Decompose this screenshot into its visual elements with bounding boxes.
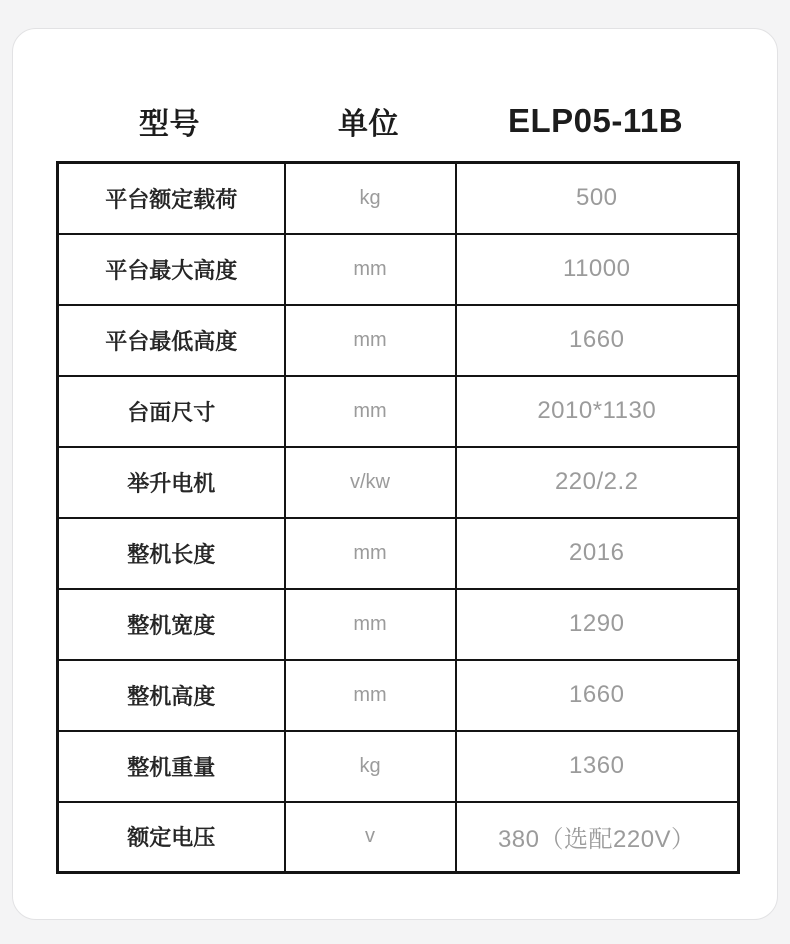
header-unit-label: 单位 <box>338 108 399 141</box>
spec-name-cell: 举升电机 <box>58 447 285 518</box>
spec-name-cell: 平台最低高度 <box>58 305 285 376</box>
spec-unit-cell: mm <box>285 376 456 447</box>
spec-name-cell: 整机长度 <box>58 518 285 589</box>
table-row <box>58 163 739 234</box>
table-row <box>58 376 739 447</box>
spec-name-cell: 额定电压 <box>58 802 285 873</box>
spec-table <box>56 161 740 874</box>
spec-name-cell: 平台最大高度 <box>58 234 285 305</box>
table-row <box>58 731 739 802</box>
table-row <box>58 589 739 660</box>
spec-unit-cell: kg <box>285 731 456 802</box>
spec-value-cell: 1660 <box>456 660 739 731</box>
spec-value-cell: 11000 <box>456 234 739 305</box>
spec-value-cell: 220/2.2 <box>456 447 739 518</box>
spec-unit-cell: v/kw <box>285 447 456 518</box>
spec-unit-cell: mm <box>285 589 456 660</box>
spec-name-cell: 台面尺寸 <box>58 376 285 447</box>
spec-unit-cell: mm <box>285 234 456 305</box>
spec-unit-cell: mm <box>285 305 456 376</box>
spec-value-cell: 2010*1130 <box>456 376 739 447</box>
spec-name-cell: 整机高度 <box>58 660 285 731</box>
spec-value-cell: 1290 <box>456 589 739 660</box>
table-row <box>58 518 739 589</box>
spec-table-body <box>58 163 739 873</box>
table-row <box>58 234 739 305</box>
spec-name-cell: 整机重量 <box>58 731 285 802</box>
spec-unit-cell: mm <box>285 660 456 731</box>
spec-value-cell: 2016 <box>456 518 739 589</box>
spec-value-cell: 500 <box>456 163 739 234</box>
spec-card <box>12 28 778 920</box>
spec-name-cell: 整机宽度 <box>58 589 285 660</box>
spec-unit-cell: mm <box>285 518 456 589</box>
spec-table-header <box>56 92 737 150</box>
spec-value-cell: 380（选配220V） <box>456 802 739 873</box>
table-row <box>58 447 739 518</box>
spec-value-cell: 1360 <box>456 731 739 802</box>
header-model-label: 型号 <box>139 108 200 141</box>
table-row <box>58 305 739 376</box>
spec-unit-cell: v <box>285 802 456 873</box>
spec-value-cell: 1660 <box>456 305 739 376</box>
header-model-value: ELP05-11B <box>507 102 684 139</box>
spec-unit-cell: kg <box>285 163 456 234</box>
table-row <box>58 802 739 873</box>
spec-name-cell: 平台额定载荷 <box>58 163 285 234</box>
table-row <box>58 660 739 731</box>
